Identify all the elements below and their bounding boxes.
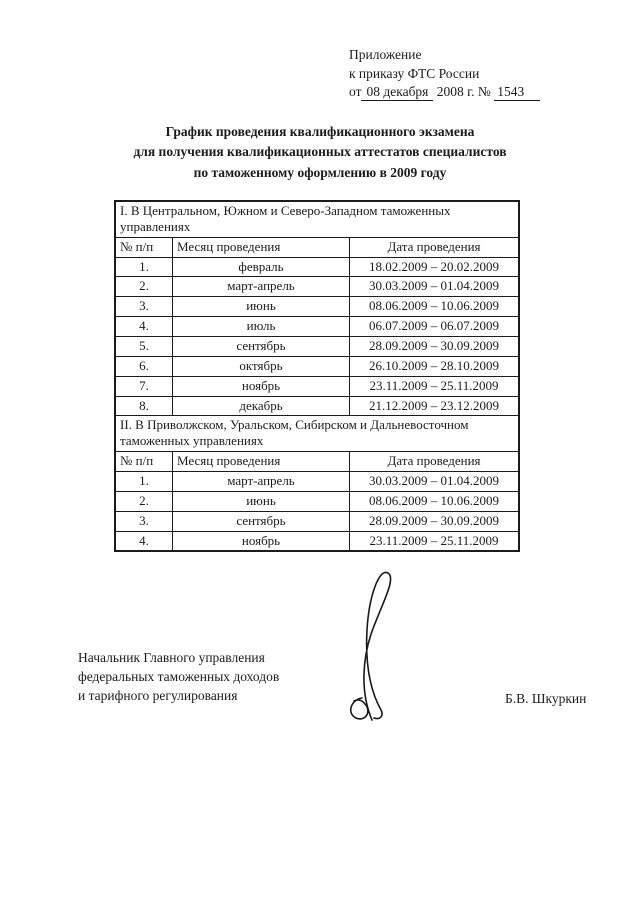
cell-dates: 30.03.2009 – 01.04.2009 xyxy=(350,277,520,297)
cell-num: 2. xyxy=(115,491,173,511)
signer-title-line2: федеральных таможенных доходов xyxy=(78,669,280,685)
table-row xyxy=(115,491,519,511)
cell-dates: 28.09.2009 – 30.09.2009 xyxy=(350,337,520,357)
cell-dates: 23.11.2009 – 25.11.2009 xyxy=(350,376,520,396)
cell-num: 3. xyxy=(115,297,173,317)
cell-dates: 30.03.2009 – 01.04.2009 xyxy=(350,472,520,492)
date-underlined: 08 декабря xyxy=(361,84,433,101)
cell-month: март-апрель xyxy=(173,277,350,297)
table-row xyxy=(115,472,519,492)
col-header-dates: Дата проведения xyxy=(350,452,520,472)
cell-num: 6. xyxy=(115,356,173,376)
signer-title-line3: и тарифного регулирования xyxy=(78,688,238,704)
signer-name: Б.В. Шкуркин xyxy=(505,691,587,706)
cell-month: ноябрь xyxy=(173,531,350,551)
cell-month: июль xyxy=(173,317,350,337)
col-header-num: № п/п xyxy=(115,237,173,257)
cell-num: 5. xyxy=(115,337,173,357)
cell-num: 1. xyxy=(115,472,173,492)
signer-title-line1: Начальник Главного управления xyxy=(78,650,265,665)
title-line1: График проведения квалификационного экзамена xyxy=(165,124,475,139)
cell-num: 1. xyxy=(115,257,173,277)
table-row xyxy=(115,356,519,376)
col-header-num: № п/п xyxy=(115,452,173,472)
cell-dates: 26.10.2009 – 28.10.2009 xyxy=(350,356,520,376)
cell-num: 2. xyxy=(115,277,173,297)
table-row xyxy=(115,376,519,396)
cell-month: декабрь xyxy=(173,396,350,416)
col-header-dates: Дата проведения xyxy=(350,237,520,257)
title-line3: по таможенному оформлению в 2009 году xyxy=(193,164,447,180)
section1-header-row xyxy=(115,237,519,257)
appendix-header xyxy=(349,46,540,102)
table-row xyxy=(115,277,519,297)
appendix-date-line xyxy=(349,83,540,102)
cell-month: июнь xyxy=(173,491,350,511)
col-header-month: Месяц проведения xyxy=(173,237,350,257)
cell-month: сентябрь xyxy=(173,511,350,531)
appendix-line2: к приказу ФТС России xyxy=(349,65,480,81)
signer-title-block xyxy=(78,648,279,705)
cell-month: ноябрь xyxy=(173,376,350,396)
appendix-line1: Приложение xyxy=(349,47,422,62)
section2-title: II. В Приволжском, Уральском, Сибирском и Дальневосточном таможенных управлениях xyxy=(115,416,519,452)
table-row xyxy=(115,396,519,416)
cell-dates: 18.02.2009 – 20.02.2009 xyxy=(350,257,520,277)
cell-month: февраль xyxy=(173,257,350,277)
cell-num: 4. xyxy=(115,317,173,337)
cell-dates: 08.06.2009 – 10.06.2009 xyxy=(350,491,520,511)
cell-dates: 08.06.2009 – 10.06.2009 xyxy=(350,297,520,317)
cell-month: март-апрель xyxy=(173,472,350,492)
section2-title-row xyxy=(115,416,519,452)
table-row xyxy=(115,317,519,337)
cell-dates: 21.12.2009 – 23.12.2009 xyxy=(350,396,520,416)
col-header-month: Месяц проведения xyxy=(173,452,350,472)
cell-num: 3. xyxy=(115,511,173,531)
table-row xyxy=(115,337,519,357)
date-prefix: от xyxy=(349,84,362,100)
cell-dates: 06.07.2009 – 06.07.2009 xyxy=(350,317,520,337)
cell-month: сентябрь xyxy=(173,337,350,357)
date-middle: 2008 г. № xyxy=(436,84,491,100)
cell-month: июнь xyxy=(173,297,350,317)
cell-month: октябрь xyxy=(173,356,350,376)
cell-num: 8. xyxy=(115,396,173,416)
section2-header-row xyxy=(115,452,519,472)
handwritten-signature-icon xyxy=(336,570,412,728)
table-row xyxy=(115,297,519,317)
order-number: 1543 xyxy=(494,84,540,101)
section1-title: I. В Центральном, Южном и Северо-Западном таможенных управлениях xyxy=(115,201,519,237)
table-row xyxy=(115,531,519,551)
cell-num: 7. xyxy=(115,376,173,396)
cell-dates: 23.11.2009 – 25.11.2009 xyxy=(350,531,520,551)
table-row xyxy=(115,511,519,531)
cell-dates: 28.09.2009 – 30.09.2009 xyxy=(350,511,520,531)
title-line2: для получения квалификационных аттестатов специалистов xyxy=(133,144,507,160)
document-title xyxy=(60,122,580,183)
table-row xyxy=(115,257,519,277)
section1-title-row xyxy=(115,201,519,237)
cell-num: 4. xyxy=(115,531,173,551)
schedule-table xyxy=(114,200,520,552)
